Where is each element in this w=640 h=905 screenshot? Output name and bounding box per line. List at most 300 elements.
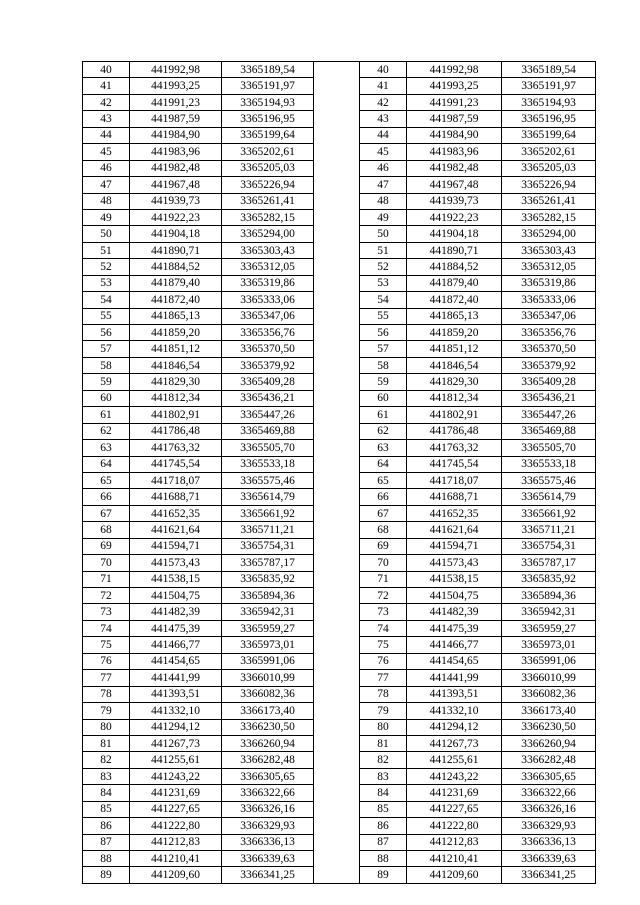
x-coordinate-cell: 441209,60 xyxy=(407,867,502,883)
point-number-cell: 77 xyxy=(360,670,407,686)
point-number-cell: 65 xyxy=(83,472,130,488)
point-number-cell: 65 xyxy=(360,472,407,488)
column-gap xyxy=(314,242,360,258)
point-number-cell: 88 xyxy=(83,851,130,867)
y-coordinate-cell: 3365191,97 xyxy=(222,78,314,94)
column-gap xyxy=(314,193,360,209)
point-number-cell: 72 xyxy=(83,588,130,604)
point-number-cell: 89 xyxy=(83,867,130,883)
table-row xyxy=(83,341,596,357)
x-coordinate-cell: 441763,32 xyxy=(407,440,502,456)
column-gap xyxy=(314,325,360,341)
point-number-cell: 81 xyxy=(360,735,407,751)
column-gap xyxy=(314,719,360,735)
table-row xyxy=(83,571,596,587)
point-number-cell: 44 xyxy=(83,127,130,143)
x-coordinate-cell: 441652,35 xyxy=(407,505,502,521)
y-coordinate-cell: 3365379,92 xyxy=(222,357,314,373)
y-coordinate-cell: 3365191,97 xyxy=(502,78,596,94)
point-number-cell: 76 xyxy=(83,653,130,669)
y-coordinate-cell: 3365202,61 xyxy=(502,144,596,160)
y-coordinate-cell: 3365347,06 xyxy=(502,308,596,324)
column-gap xyxy=(314,768,360,784)
x-coordinate-cell: 441538,15 xyxy=(130,571,222,587)
x-coordinate-cell: 441652,35 xyxy=(130,505,222,521)
x-coordinate-cell: 441210,41 xyxy=(407,851,502,867)
y-coordinate-cell: 3365196,95 xyxy=(222,111,314,127)
x-coordinate-cell: 441884,52 xyxy=(130,259,222,275)
point-number-cell: 46 xyxy=(360,160,407,176)
x-coordinate-cell: 441209,60 xyxy=(130,867,222,883)
x-coordinate-cell: 441982,48 xyxy=(130,160,222,176)
x-coordinate-cell: 441227,65 xyxy=(407,801,502,817)
column-gap xyxy=(314,851,360,867)
y-coordinate-cell: 3365319,86 xyxy=(502,275,596,291)
column-gap xyxy=(314,785,360,801)
point-number-cell: 86 xyxy=(360,818,407,834)
column-gap xyxy=(314,374,360,390)
point-number-cell: 83 xyxy=(360,768,407,784)
y-coordinate-cell: 3365436,21 xyxy=(222,390,314,406)
y-coordinate-cell: 3366260,94 xyxy=(222,735,314,751)
x-coordinate-cell: 441482,39 xyxy=(130,604,222,620)
column-gap xyxy=(314,144,360,160)
x-coordinate-cell: 441212,83 xyxy=(407,834,502,850)
y-coordinate-cell: 3365333,06 xyxy=(222,292,314,308)
column-gap xyxy=(314,538,360,554)
y-coordinate-cell: 3365711,21 xyxy=(502,522,596,538)
y-coordinate-cell: 3365942,31 xyxy=(222,604,314,620)
table-row xyxy=(83,686,596,702)
point-number-cell: 67 xyxy=(360,505,407,521)
y-coordinate-cell: 3366341,25 xyxy=(222,867,314,883)
x-coordinate-cell: 441294,12 xyxy=(407,719,502,735)
table-row xyxy=(83,111,596,127)
y-coordinate-cell: 3365319,86 xyxy=(222,275,314,291)
x-coordinate-cell: 441393,51 xyxy=(130,686,222,702)
x-coordinate-cell: 441594,71 xyxy=(130,538,222,554)
y-coordinate-cell: 3365942,31 xyxy=(502,604,596,620)
point-number-cell: 62 xyxy=(360,423,407,439)
y-coordinate-cell: 3365973,01 xyxy=(222,637,314,653)
x-coordinate-cell: 441992,98 xyxy=(407,62,502,78)
point-number-cell: 61 xyxy=(83,407,130,423)
x-coordinate-cell: 441475,39 xyxy=(130,620,222,636)
y-coordinate-cell: 3366282,48 xyxy=(502,752,596,768)
x-coordinate-cell: 441718,07 xyxy=(130,472,222,488)
table-row xyxy=(83,818,596,834)
point-number-cell: 48 xyxy=(83,193,130,209)
y-coordinate-cell: 3365282,15 xyxy=(502,209,596,225)
point-number-cell: 78 xyxy=(360,686,407,702)
y-coordinate-cell: 3366010,99 xyxy=(222,670,314,686)
y-coordinate-cell: 3365973,01 xyxy=(502,637,596,653)
column-gap xyxy=(314,588,360,604)
x-coordinate-cell: 441846,54 xyxy=(130,357,222,373)
column-gap xyxy=(314,489,360,505)
x-coordinate-cell: 441332,10 xyxy=(130,703,222,719)
y-coordinate-cell: 3366230,50 xyxy=(502,719,596,735)
x-coordinate-cell: 441865,13 xyxy=(407,308,502,324)
y-coordinate-cell: 3365835,92 xyxy=(222,571,314,587)
point-number-cell: 54 xyxy=(83,292,130,308)
x-coordinate-cell: 441231,69 xyxy=(130,785,222,801)
point-number-cell: 58 xyxy=(83,357,130,373)
y-coordinate-cell: 3365312,05 xyxy=(502,259,596,275)
point-number-cell: 49 xyxy=(83,209,130,225)
point-number-cell: 62 xyxy=(83,423,130,439)
x-coordinate-cell: 441851,12 xyxy=(407,341,502,357)
point-number-cell: 44 xyxy=(360,127,407,143)
y-coordinate-cell: 3365202,61 xyxy=(222,144,314,160)
y-coordinate-cell: 3365303,43 xyxy=(502,242,596,258)
x-coordinate-cell: 441621,64 xyxy=(407,522,502,538)
x-coordinate-cell: 441688,71 xyxy=(130,489,222,505)
x-coordinate-cell: 441829,30 xyxy=(407,374,502,390)
y-coordinate-cell: 3365614,79 xyxy=(222,489,314,505)
column-gap xyxy=(314,341,360,357)
x-coordinate-cell: 441332,10 xyxy=(407,703,502,719)
table-row xyxy=(83,719,596,735)
table-row xyxy=(83,325,596,341)
table-row xyxy=(83,604,596,620)
table-row xyxy=(83,456,596,472)
column-gap xyxy=(314,752,360,768)
column-gap xyxy=(314,653,360,669)
coordinate-table xyxy=(82,61,596,884)
point-number-cell: 41 xyxy=(360,78,407,94)
x-coordinate-cell: 441294,12 xyxy=(130,719,222,735)
column-gap xyxy=(314,390,360,406)
y-coordinate-cell: 3366305,65 xyxy=(502,768,596,784)
point-number-cell: 87 xyxy=(83,834,130,850)
y-coordinate-cell: 3365194,93 xyxy=(222,94,314,110)
column-gap xyxy=(314,735,360,751)
x-coordinate-cell: 441267,73 xyxy=(407,735,502,751)
x-coordinate-cell: 441939,73 xyxy=(407,193,502,209)
table-row xyxy=(83,209,596,225)
column-gap xyxy=(314,111,360,127)
point-number-cell: 66 xyxy=(360,489,407,505)
y-coordinate-cell: 3365303,43 xyxy=(222,242,314,258)
y-coordinate-cell: 3365754,31 xyxy=(222,538,314,554)
point-number-cell: 82 xyxy=(83,752,130,768)
point-number-cell: 78 xyxy=(83,686,130,702)
x-coordinate-cell: 441865,13 xyxy=(130,308,222,324)
y-coordinate-cell: 3365469,88 xyxy=(222,423,314,439)
column-gap xyxy=(314,407,360,423)
column-gap xyxy=(314,867,360,883)
y-coordinate-cell: 3366326,16 xyxy=(502,801,596,817)
point-number-cell: 88 xyxy=(360,851,407,867)
x-coordinate-cell: 441222,80 xyxy=(130,818,222,834)
point-number-cell: 40 xyxy=(360,62,407,78)
table-row xyxy=(83,472,596,488)
point-number-cell: 59 xyxy=(360,374,407,390)
point-number-cell: 83 xyxy=(83,768,130,784)
point-number-cell: 68 xyxy=(360,522,407,538)
y-coordinate-cell: 3366082,36 xyxy=(502,686,596,702)
x-coordinate-cell: 441454,65 xyxy=(407,653,502,669)
x-coordinate-cell: 441846,54 xyxy=(407,357,502,373)
point-number-cell: 68 xyxy=(83,522,130,538)
x-coordinate-cell: 441504,75 xyxy=(407,588,502,604)
x-coordinate-cell: 441802,91 xyxy=(407,407,502,423)
x-coordinate-cell: 441621,64 xyxy=(130,522,222,538)
column-gap xyxy=(314,94,360,110)
y-coordinate-cell: 3366339,63 xyxy=(502,851,596,867)
point-number-cell: 71 xyxy=(83,571,130,587)
x-coordinate-cell: 441594,71 xyxy=(407,538,502,554)
column-gap xyxy=(314,226,360,242)
x-coordinate-cell: 441475,39 xyxy=(407,620,502,636)
table-row xyxy=(83,78,596,94)
table-row xyxy=(83,620,596,636)
y-coordinate-cell: 3365356,76 xyxy=(222,325,314,341)
column-gap xyxy=(314,620,360,636)
column-gap xyxy=(314,801,360,817)
table-row xyxy=(83,834,596,850)
y-coordinate-cell: 3365379,92 xyxy=(502,357,596,373)
table-row xyxy=(83,555,596,571)
x-coordinate-cell: 441227,65 xyxy=(130,801,222,817)
x-coordinate-cell: 441466,77 xyxy=(130,637,222,653)
x-coordinate-cell: 441243,22 xyxy=(407,768,502,784)
column-gap xyxy=(314,275,360,291)
x-coordinate-cell: 441987,59 xyxy=(407,111,502,127)
column-gap xyxy=(314,505,360,521)
x-coordinate-cell: 441991,23 xyxy=(407,94,502,110)
table-row xyxy=(83,851,596,867)
point-number-cell: 89 xyxy=(360,867,407,883)
point-number-cell: 50 xyxy=(360,226,407,242)
point-number-cell: 51 xyxy=(83,242,130,258)
x-coordinate-cell: 441210,41 xyxy=(130,851,222,867)
point-number-cell: 66 xyxy=(83,489,130,505)
point-number-cell: 84 xyxy=(360,785,407,801)
x-coordinate-cell: 441991,23 xyxy=(130,94,222,110)
column-gap xyxy=(314,308,360,324)
y-coordinate-cell: 3365294,00 xyxy=(502,226,596,242)
table-row xyxy=(83,423,596,439)
y-coordinate-cell: 3365436,21 xyxy=(502,390,596,406)
point-number-cell: 81 xyxy=(83,735,130,751)
point-number-cell: 64 xyxy=(360,456,407,472)
table-body xyxy=(83,62,596,884)
table-row xyxy=(83,259,596,275)
x-coordinate-cell: 441538,15 xyxy=(407,571,502,587)
x-coordinate-cell: 441993,25 xyxy=(407,78,502,94)
y-coordinate-cell: 3365787,17 xyxy=(502,555,596,571)
column-gap xyxy=(314,160,360,176)
table-row xyxy=(83,94,596,110)
table-row xyxy=(83,242,596,258)
y-coordinate-cell: 3365226,94 xyxy=(222,177,314,193)
point-number-cell: 86 xyxy=(83,818,130,834)
point-number-cell: 73 xyxy=(360,604,407,620)
y-coordinate-cell: 3366173,40 xyxy=(222,703,314,719)
table-row xyxy=(83,440,596,456)
x-coordinate-cell: 441967,48 xyxy=(407,177,502,193)
y-coordinate-cell: 3366322,66 xyxy=(502,785,596,801)
x-coordinate-cell: 441222,80 xyxy=(407,818,502,834)
column-gap xyxy=(314,62,360,78)
table-row xyxy=(83,588,596,604)
point-number-cell: 76 xyxy=(360,653,407,669)
point-number-cell: 48 xyxy=(360,193,407,209)
y-coordinate-cell: 3365533,18 xyxy=(502,456,596,472)
point-number-cell: 50 xyxy=(83,226,130,242)
x-coordinate-cell: 441212,83 xyxy=(130,834,222,850)
column-gap xyxy=(314,259,360,275)
column-gap xyxy=(314,209,360,225)
y-coordinate-cell: 3365194,93 xyxy=(502,94,596,110)
point-number-cell: 53 xyxy=(360,275,407,291)
x-coordinate-cell: 441939,73 xyxy=(130,193,222,209)
column-gap xyxy=(314,571,360,587)
point-number-cell: 53 xyxy=(83,275,130,291)
point-number-cell: 69 xyxy=(83,538,130,554)
point-number-cell: 55 xyxy=(83,308,130,324)
table-row xyxy=(83,144,596,160)
column-gap xyxy=(314,440,360,456)
point-number-cell: 59 xyxy=(83,374,130,390)
x-coordinate-cell: 441454,65 xyxy=(130,653,222,669)
y-coordinate-cell: 3365447,26 xyxy=(222,407,314,423)
y-coordinate-cell: 3366329,93 xyxy=(222,818,314,834)
table-row xyxy=(83,670,596,686)
column-gap xyxy=(314,818,360,834)
y-coordinate-cell: 3366230,50 xyxy=(222,719,314,735)
x-coordinate-cell: 441745,54 xyxy=(130,456,222,472)
point-number-cell: 42 xyxy=(83,94,130,110)
table-row xyxy=(83,785,596,801)
x-coordinate-cell: 441984,90 xyxy=(130,127,222,143)
point-number-cell: 60 xyxy=(360,390,407,406)
x-coordinate-cell: 441441,99 xyxy=(407,670,502,686)
x-coordinate-cell: 441987,59 xyxy=(130,111,222,127)
y-coordinate-cell: 3365959,27 xyxy=(502,620,596,636)
column-gap xyxy=(314,292,360,308)
column-gap xyxy=(314,703,360,719)
x-coordinate-cell: 441983,96 xyxy=(130,144,222,160)
y-coordinate-cell: 3365189,54 xyxy=(222,62,314,78)
point-number-cell: 60 xyxy=(83,390,130,406)
table-row xyxy=(83,801,596,817)
y-coordinate-cell: 3365835,92 xyxy=(502,571,596,587)
x-coordinate-cell: 441984,90 xyxy=(407,127,502,143)
x-coordinate-cell: 441763,32 xyxy=(130,440,222,456)
y-coordinate-cell: 3365754,31 xyxy=(502,538,596,554)
y-coordinate-cell: 3365189,54 xyxy=(502,62,596,78)
x-coordinate-cell: 441859,20 xyxy=(407,325,502,341)
column-gap xyxy=(314,177,360,193)
y-coordinate-cell: 3365261,41 xyxy=(222,193,314,209)
column-gap xyxy=(314,555,360,571)
y-coordinate-cell: 3365505,70 xyxy=(222,440,314,456)
x-coordinate-cell: 441829,30 xyxy=(130,374,222,390)
y-coordinate-cell: 3366173,40 xyxy=(502,703,596,719)
point-number-cell: 54 xyxy=(360,292,407,308)
point-number-cell: 69 xyxy=(360,538,407,554)
point-number-cell: 85 xyxy=(360,801,407,817)
y-coordinate-cell: 3365894,36 xyxy=(222,588,314,604)
table-row xyxy=(83,653,596,669)
column-gap xyxy=(314,637,360,653)
column-gap xyxy=(314,423,360,439)
point-number-cell: 47 xyxy=(360,177,407,193)
y-coordinate-cell: 3365199,64 xyxy=(502,127,596,143)
y-coordinate-cell: 3365199,64 xyxy=(222,127,314,143)
y-coordinate-cell: 3365991,06 xyxy=(502,653,596,669)
table-row xyxy=(83,489,596,505)
point-number-cell: 47 xyxy=(83,177,130,193)
y-coordinate-cell: 3365409,28 xyxy=(222,374,314,390)
point-number-cell: 72 xyxy=(360,588,407,604)
y-coordinate-cell: 3365575,46 xyxy=(222,472,314,488)
x-coordinate-cell: 441879,40 xyxy=(407,275,502,291)
point-number-cell: 77 xyxy=(83,670,130,686)
column-gap xyxy=(314,472,360,488)
y-coordinate-cell: 3365614,79 xyxy=(502,489,596,505)
point-number-cell: 75 xyxy=(360,637,407,653)
x-coordinate-cell: 441786,48 xyxy=(407,423,502,439)
table-row xyxy=(83,177,596,193)
table-row xyxy=(83,768,596,784)
y-coordinate-cell: 3365261,41 xyxy=(502,193,596,209)
point-number-cell: 85 xyxy=(83,801,130,817)
x-coordinate-cell: 441890,71 xyxy=(130,242,222,258)
y-coordinate-cell: 3365991,06 xyxy=(222,653,314,669)
y-coordinate-cell: 3365661,92 xyxy=(502,505,596,521)
x-coordinate-cell: 441884,52 xyxy=(407,259,502,275)
point-number-cell: 52 xyxy=(83,259,130,275)
point-number-cell: 41 xyxy=(83,78,130,94)
y-coordinate-cell: 3365226,94 xyxy=(502,177,596,193)
point-number-cell: 55 xyxy=(360,308,407,324)
y-coordinate-cell: 3365409,28 xyxy=(502,374,596,390)
x-coordinate-cell: 441983,96 xyxy=(407,144,502,160)
point-number-cell: 63 xyxy=(83,440,130,456)
point-number-cell: 43 xyxy=(83,111,130,127)
x-coordinate-cell: 441466,77 xyxy=(407,637,502,653)
x-coordinate-cell: 441441,99 xyxy=(130,670,222,686)
y-coordinate-cell: 3366282,48 xyxy=(222,752,314,768)
y-coordinate-cell: 3365333,06 xyxy=(502,292,596,308)
point-number-cell: 58 xyxy=(360,357,407,373)
y-coordinate-cell: 3365711,21 xyxy=(222,522,314,538)
table-row xyxy=(83,538,596,554)
y-coordinate-cell: 3365533,18 xyxy=(222,456,314,472)
y-coordinate-cell: 3365347,06 xyxy=(222,308,314,324)
x-coordinate-cell: 441504,75 xyxy=(130,588,222,604)
column-gap xyxy=(314,604,360,620)
x-coordinate-cell: 441482,39 xyxy=(407,604,502,620)
x-coordinate-cell: 441904,18 xyxy=(407,226,502,242)
column-gap xyxy=(314,127,360,143)
table-row xyxy=(83,193,596,209)
x-coordinate-cell: 441812,34 xyxy=(130,390,222,406)
x-coordinate-cell: 441688,71 xyxy=(407,489,502,505)
x-coordinate-cell: 441851,12 xyxy=(130,341,222,357)
y-coordinate-cell: 3365959,27 xyxy=(222,620,314,636)
point-number-cell: 70 xyxy=(360,555,407,571)
y-coordinate-cell: 3365894,36 xyxy=(502,588,596,604)
point-number-cell: 80 xyxy=(83,719,130,735)
point-number-cell: 67 xyxy=(83,505,130,521)
point-number-cell: 79 xyxy=(83,703,130,719)
point-number-cell: 82 xyxy=(360,752,407,768)
